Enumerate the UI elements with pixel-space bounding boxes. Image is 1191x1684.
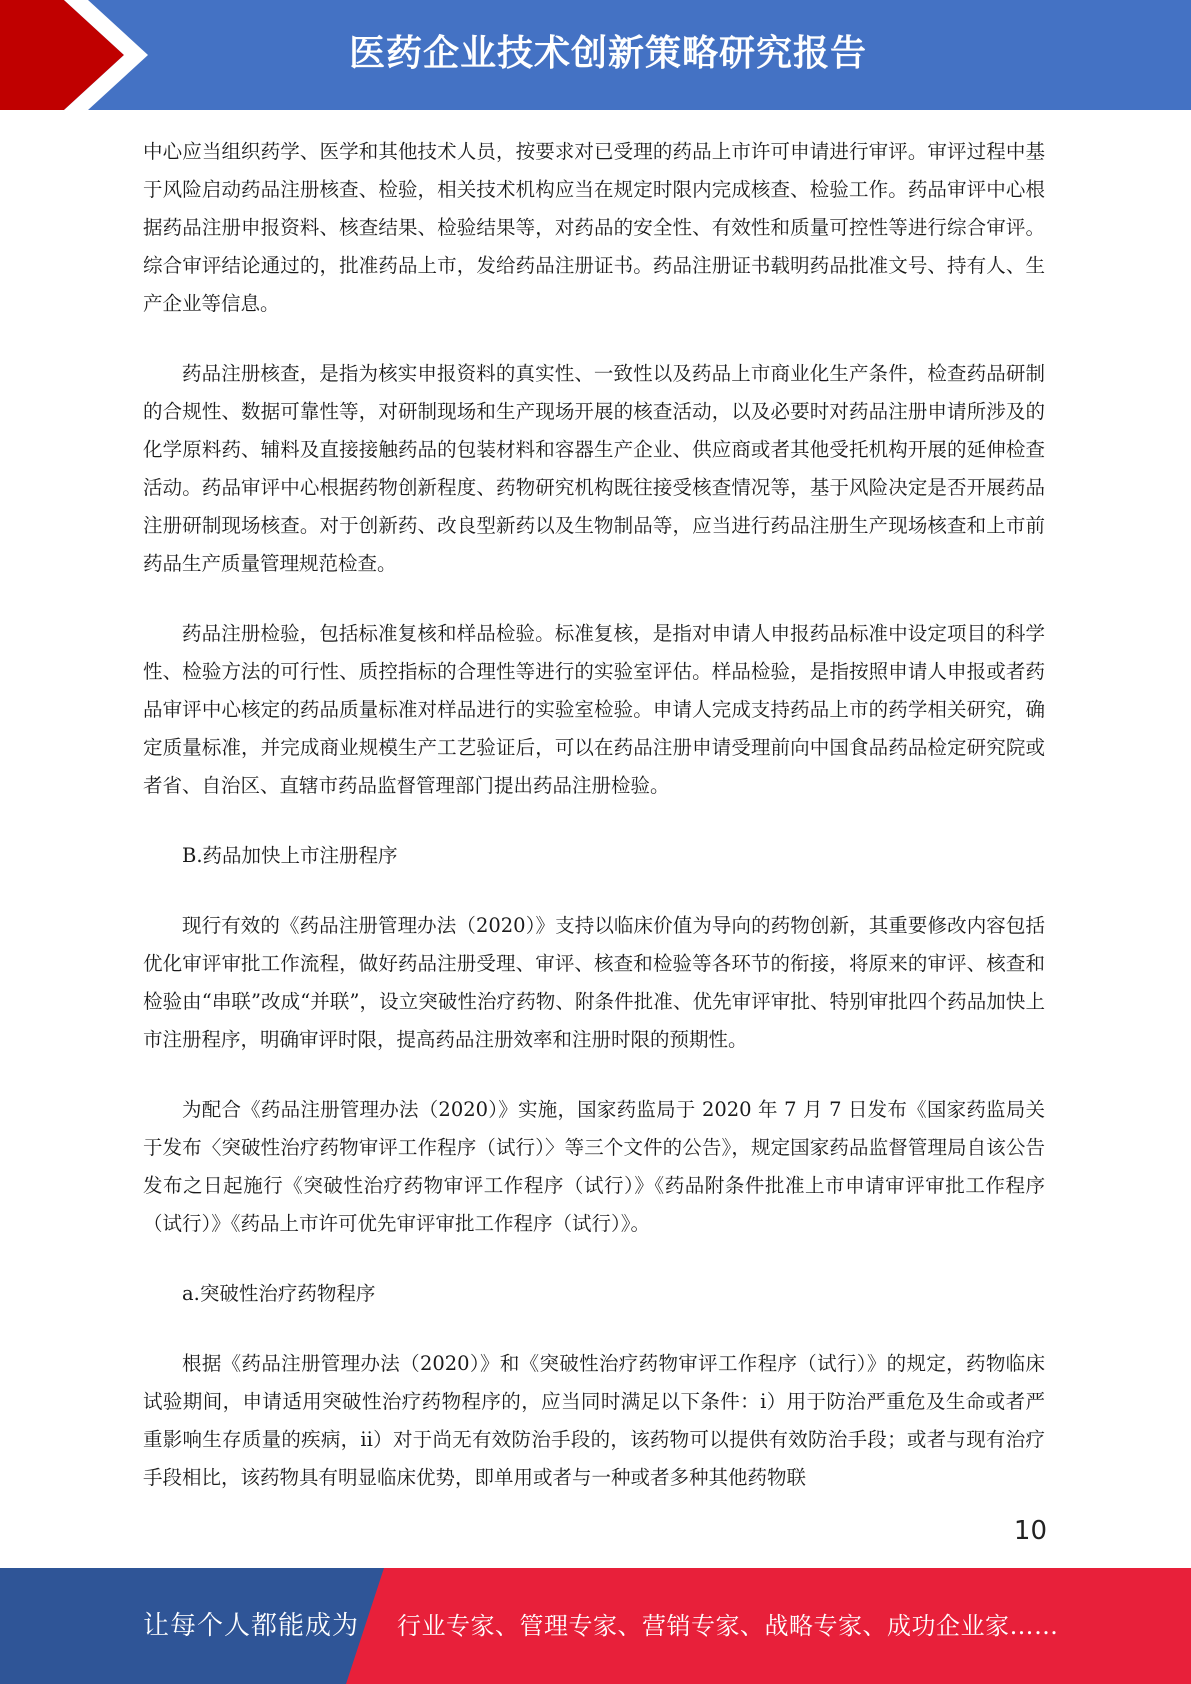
paragraph: 中心应当组织药学、医学和其他技术人员，按要求对已受理的药品上市许可申请进行审评。审评过程中基于风险启动药品注册核查、检验，相关技术机构应当在规定时限内完成核查、检验工作。药品审评中心根据药品注册申报资料、核查结果、检验结果等，对药品的安全性、有效性和质量可控性等进行综合审评。综合审评结论通过的，批准药品上市，发给药品注册证书。药品注册证书载明药品批准文号、持有人、生产企业等信息。 [143, 140, 1045, 315]
footer-slogan: 让每个人都能成为 [143, 1611, 360, 1641]
subsection-heading: a.突破性治疗药物程序 [182, 1282, 376, 1305]
report-title: 医药企业技术创新策略研究报告 [348, 33, 867, 74]
paragraph: 药品注册核查，是指为核实申报资料的真实性、一致性以及药品上市商业化生产条件，检查药品研制的合规性、数据可靠性等，对研制现场和生产现场开展的核查活动，以及必要时对药品注册申请所涉及的化学原料药、辅料及直接接触药品的包装材料和容器生产企业、供应商或者其他受托机构开展的延伸检查活动。药品审评中心根据药物创新程度、药物研究机构既往接受核查情况等，基于风险决定是否开展药品注册研制现场核查。对于创新药、改良型新药以及生物制品等，应当进行药品注册生产现场核查和上市前药品生产质量管理规范检查。 [143, 362, 1045, 575]
paragraph: 根据《药品注册管理办法（2020）》和《突破性治疗药物审评工作程序（试行）》的规定，药物临床试验期间，申请适用突破性治疗药物程序的，应当同时满足以下条件：i）用于防治严重危及生命或者严重影响生存质量的疾病，ii）对于尚无有效防治手段的，该药物可以提供有效防治手段；或者与现有治疗手段相比，该药物具有明显临床优势，即单用或者与一种或者多种其他药物联 [143, 1352, 1045, 1489]
page-number: 10 [1013, 1516, 1047, 1546]
paragraph: 为配合《药品注册管理办法（2020）》实施，国家药监局于 2020 年 7 月 7 日发布《国家药监局关于发布〈突破性治疗药物审评工作程序（试行）〉等三个文件的公告》，规定国家药品监督管理局自该公告发布之日起施行《突破性治疗药物审评工作程序（试行）》《药品附条件批准上市申请审评审批工作程序（试行）》《药品上市许可优先审评审批工作程序（试行）》。 [143, 1098, 1045, 1235]
footer-tagline: 行业专家、管理专家、营销专家、战略专家、成功企业家…… [397, 1612, 1059, 1640]
paragraph: 药品注册检验，包括标准复核和样品检验。标准复核，是指对申请人申报药品标准中设定项目的科学性、检验方法的可行性、质控指标的合理性等进行的实验室评估。样品检验，是指按照申请人申报或者药品审评中心核定的药品质量标准对样品进行的实验室检验。申请人完成支持药品上市的药学相关研究，确定质量标准，并完成商业规模生产工艺验证后，可以在药品注册申请受理前向中国食品药品检定研究院或者省、自治区、直辖市药品监督管理部门提出药品注册检验。 [143, 622, 1045, 797]
page-footer [0, 1568, 1191, 1684]
page-header [0, 0, 1191, 110]
section-heading: B.药品加快上市注册程序 [182, 844, 398, 867]
paragraph: 现行有效的《药品注册管理办法（2020）》支持以临床价值为导向的药物创新，其重要修改内容包括优化审评审批工作流程，做好药品注册受理、审评、核查和检验等各环节的衔接，将原来的审评、核查和检验由“串联”改成“并联”，设立突破性治疗药物、附条件批准、优先审评审批、特别审批四个药品加快上市注册程序，明确审评时限，提高药品注册效率和注册时限的预期性。 [143, 914, 1045, 1051]
page-content [143, 133, 1045, 1497]
